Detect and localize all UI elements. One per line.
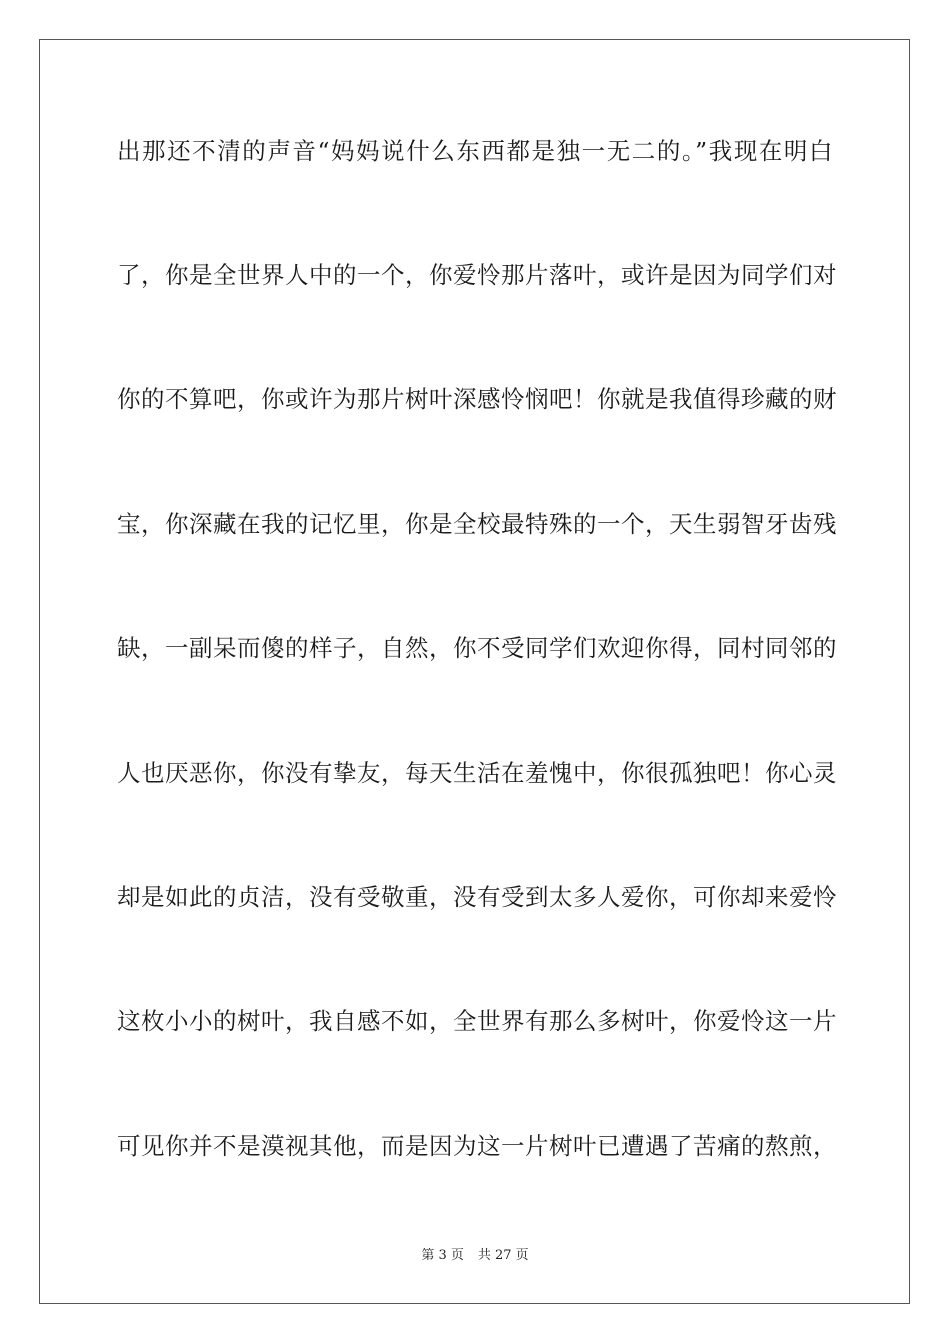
text-line: 却是如此的贞洁，没有受敬重，没有受到太多人爱你，可你却来爱怜 [117, 883, 837, 911]
text-line: 人也厌恶你，你没有挚友，每天生活在羞愧中，你很孤独吧！你心灵 [117, 759, 837, 787]
page-border [39, 39, 910, 1304]
text-line: 可见你并不是漠视其他，而是因为这一片树叶已遭遇了苦痛的熬煎， [117, 1132, 837, 1160]
text-line: 了，你是全世界人中的一个，你爱怜那片落叶，或许是因为同学们对 [117, 261, 837, 289]
text-line: 缺，一副呆而傻的样子，自然，你不受同学们欢迎你得，同村同邻的 [117, 634, 837, 662]
text-line: 你的不算吧，你或许为那片树叶深感怜悯吧！你就是我值得珍藏的财 [117, 385, 837, 413]
page-total: 共 27 页 [477, 1248, 529, 1263]
text-line: 这枚小小的树叶，我自感不如，全世界有那么多树叶，你爱怜这一片 [117, 1007, 837, 1035]
page-footer [0, 1246, 950, 1266]
page-number: 第 3 页 [421, 1248, 464, 1263]
text-line: 宝，你深藏在我的记忆里，你是全校最特殊的一个，天生弱智牙齿残 [117, 510, 837, 538]
text-line: 出那还不清的声音“妈妈说什么东西都是独一无二的。”我现在明白 [117, 137, 833, 165]
